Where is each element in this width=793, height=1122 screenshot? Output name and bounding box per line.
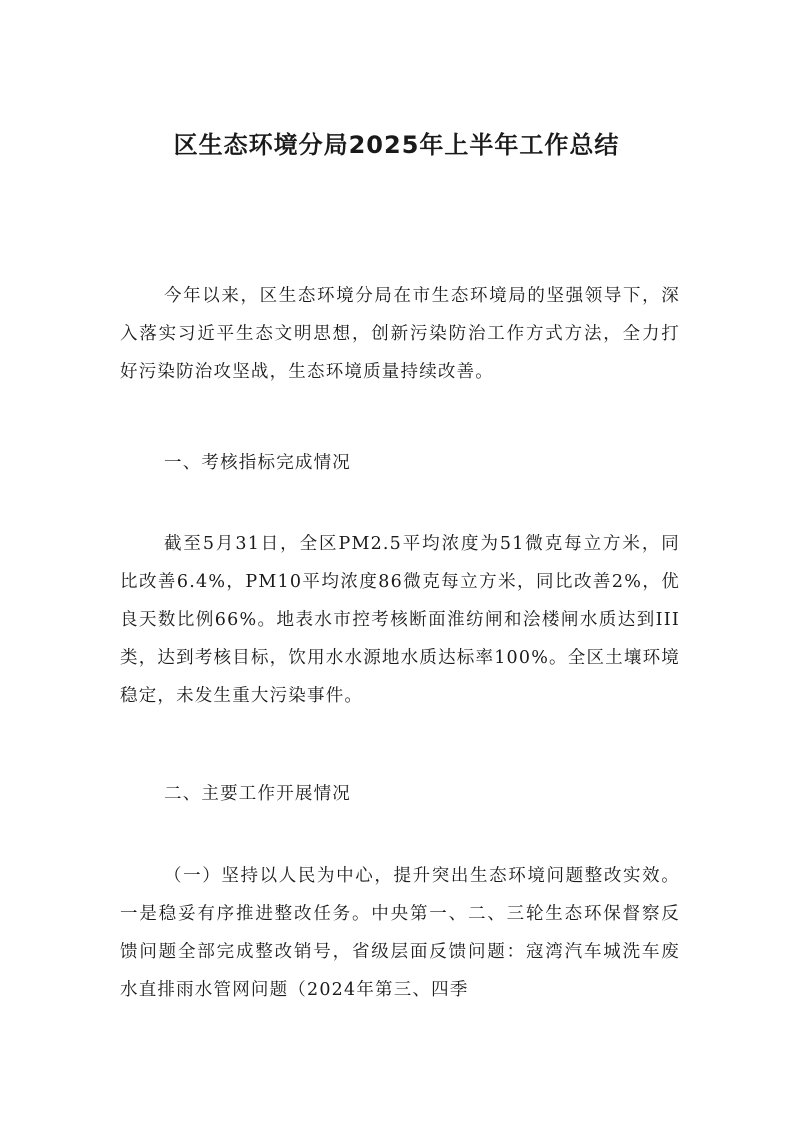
intro-paragraph: 今年以来，区生态环境分局在市生态环境局的坚强领导下，深入落实习近平生态文明思想，创新污染防治工作方式方法，全力打好污染防治攻坚战，生态环境质量持续改善。	[120, 286, 680, 382]
document-title: 区生态环境分局2025年上半年工作总结	[173, 131, 620, 159]
section-heading-main-work: 二、主要工作开展情况	[164, 784, 351, 804]
section-heading-indicators: 一、考核指标完成情况	[164, 453, 351, 473]
indicators-paragraph: 截至5月31日，全区PM2.5平均浓度为51微克每立方米，同比改善6.4%，PM10平均浓度86微克每立方米，同比改善2%，优良天数比例66%。地表水市控考核断面淮纺闸和浍楼闸水质达到III类，达到考核目标，饮用水水源地水质达标率100%。全区土壤环境稳定，未发生重大污染事件。	[120, 534, 680, 706]
main-work-paragraph: （一）坚持以人民为中心，提升突出生态环境问题整改实效。一是稳妥有序推进整改任务。中央第一、二、三轮生态环保督察反馈问题全部完成整改销号，省级层面反馈问题：寇湾汽车城洗车废水直排雨水管网问题（2024年第三、四季	[120, 866, 680, 1000]
